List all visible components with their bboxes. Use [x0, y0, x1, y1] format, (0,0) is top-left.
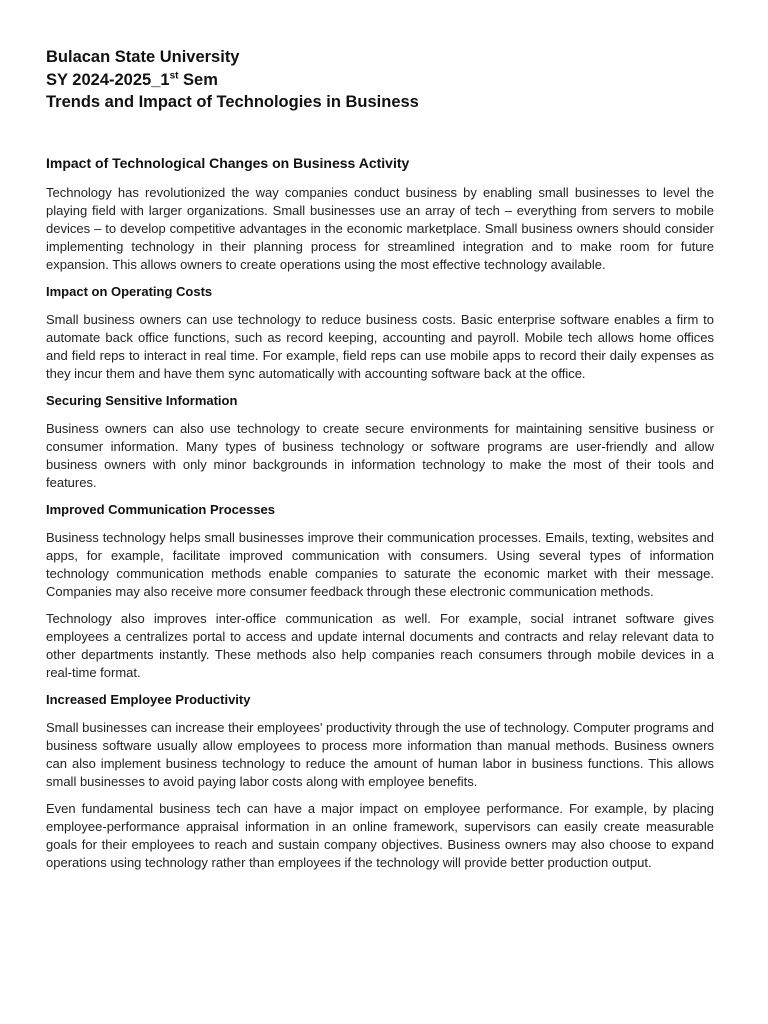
- section-heading-employee-productivity: Increased Employee Productivity: [46, 691, 251, 707]
- section-paragraph: Small businesses can increase their employees' productivity through the use of technology. Computer programs and business software usually allow employees to process more information than manual methods. Business owners can also implement business technology to reduce the amount of human labor in business functions. This allows small businesses to avoid paying labor costs along with employee benefits.: [46, 719, 714, 789]
- school-year-prefix: SY 2024-2025_1: [46, 70, 170, 89]
- section-paragraph: Business owners can also use technology to create secure environments for maintaining sensitive business or consumer information. Many types of business technology or software programs are user-friendly and allow business owners with only minor backgrounds in information technology to make the most of their tools and features.: [46, 420, 714, 490]
- course-title: Trends and Impact of Technologies in Business: [46, 93, 419, 111]
- university-name: Bulacan State University: [46, 48, 240, 66]
- section-heading-operating-costs: Impact on Operating Costs: [46, 283, 213, 299]
- school-year-superscript: st: [169, 70, 179, 81]
- section-paragraph: Small business owners can use technology to reduce business costs. Basic enterprise software enables a firm to automate back office functions, such as record keeping, accounting and payroll. Mobile tech allows home offices and field reps to interact in real time. For example, field reps can use mobile apps to record their daily expenses as they incur them and have them sync automatically with accounting software back at the office.: [46, 311, 714, 381]
- document-title: Impact of Technological Changes on Business Activity: [46, 154, 410, 171]
- school-year: [46, 69, 714, 92]
- section-heading-communication: Improved Communication Processes: [46, 501, 276, 517]
- section-paragraph: Even fundamental business tech can have a major impact on employee performance. For example, by placing employee-performance appraisal information in an online framework, supervisors can easily create measurable goals for their employees to reach and sustain company objectives. Business owners may also choose to expand operations using technology rather than employees if the technology will provide better production output.: [46, 800, 714, 870]
- section-paragraph: Technology also improves inter-office communication as well. For example, social intranet software gives employees a centralizes portal to access and update internal documents and contracts and relay relevant data to other departments instantly. These methods also help companies reach consumers through mobile devices in a real-time format.: [46, 610, 714, 680]
- school-year-suffix: Sem: [178, 70, 218, 89]
- section-paragraph: Business technology helps small businesses improve their communication processes. Emails, texting, websites and apps, for example, facilitate improved communication with consumers. Using several types of information technology communication methods enable companies to saturate the economic market with their message. Companies may also receive more consumer feedback through these electronic communication methods.: [46, 529, 714, 599]
- intro-paragraph: Technology has revolutionized the way companies conduct business by enabling small businesses to level the playing field with larger organizations. Small businesses use an array of tech – everything from servers to mobile devices – to develop competitive advantages in the economic marketplace. Small business owners should consider implementing technology in their planning process for streamlined integration and to make room for future expansion. This allows owners to create operations using the most effective technology available.: [46, 184, 714, 272]
- section-heading-sensitive-information: Securing Sensitive Information: [46, 392, 238, 408]
